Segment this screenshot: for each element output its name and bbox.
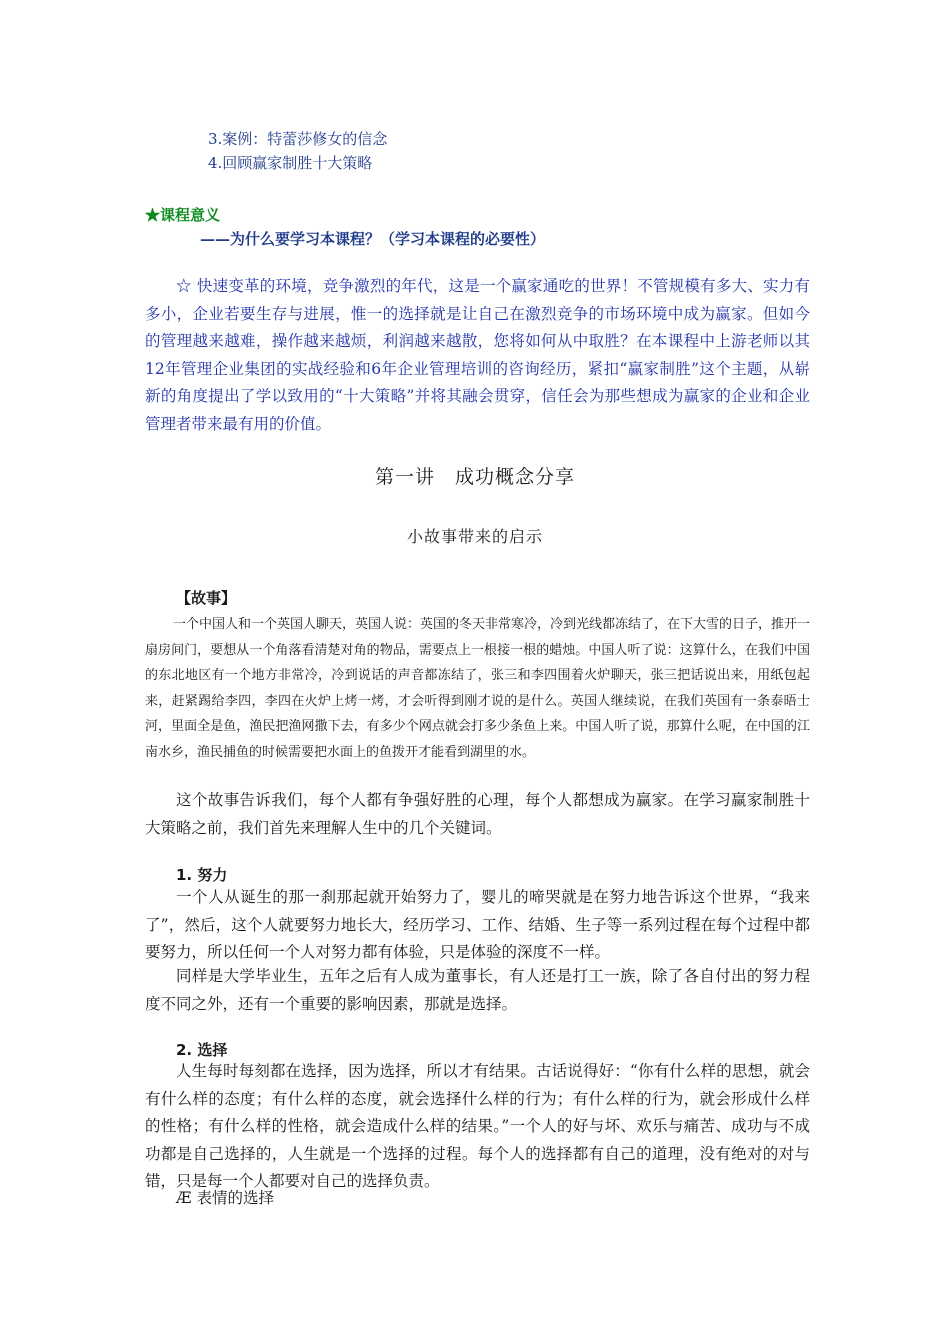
lecture-subtitle: 小故事带来的启示 — [406, 527, 543, 546]
effort-paragraph-2: 同样是大学毕业生，五年之后有人成为董事长，有人还是打工一族，除了各自付出的努力程度不同之外，还有一个重要的影响因素，那就是选择。 — [145, 967, 810, 1013]
story-moral: 这个故事告诉我们，每个人都有争强好胜的心理，每个人都想成为赢家。在学习赢家制胜十大策略之前，我们首先来理解人生中的几个关键词。 — [145, 791, 810, 837]
outline-item-3: 3.案例：特蕾莎修女的信念 — [208, 130, 388, 148]
choice-paragraph-1: 人生每时每刻都在选择，因为选择，所以才有结果。古话说得好：“你有什么样的思想，就会有什么样的态度；有什么样的态度，就会选择什么样的行为；有什么样的行为，就会形成什么样的性格；有什么样的性格，就会造成什么样的结果。”一个人的好与坏、欢乐与痛苦、成功与不成功都是自己选择的，人生就是一个选择的过程。每个人的选择都有自己的道理，没有绝对的对与错，只是每一个人都要对自己的选择负责。 — [145, 1062, 810, 1190]
story-text: 一个中国人和一个英国人聊天，英国人说：英国的冬天非常寒冷，冷到光线都冻结了，在下大雪的日子，推开一扇房间门，要想从一个角落看清楚对角的物品，需要点上一根接一根的蜡烛。中国人听了说：这算什么，在我们中国的东北地区有一个地方非常冷，冷到说话的声音都冻结了，张三和李四围着火炉聊天，张三把话说出来，用纸包起来，赶紧踢给李四，李四在火炉上烤一烤，才会听得到刚才说的是什么。英国人继续说，在我们英国有一条泰晤士河，里面全是鱼，渔民把渔网撒下去，有多少个网点就会打多少条鱼上来。中国人听了说，那算什么呢，在中国的江南水乡，渔民捕鱼的时候需要把水面上的鱼拨开才能看到湖里的水。 — [145, 617, 811, 760]
keyword-heading-choice: 2. 选择 — [176, 1041, 228, 1059]
course-significance-body: ☆ 快速变革的环境，竞争激烈的年代，这是一个赢家通吃的世界！不管规模有多大、实力有多小，企业若要生存与进展，惟一的选择就是让自己在激烈竞争的市场环境中成为赢家。但如今的管理越来越难，操作越来越烦，利润越来越散，您将如何从中取胜？在本课程中上游老师以其12年管理企业集团的实战经验和6年企业管理培训的咨询经历，紧扣“赢家制胜”这个主题，从崭新的角度提出了学以致用的“十大策略”并将其融会贯穿，信任会为那些想成为赢家的企业和企业管理者带来最有用的价值。 — [145, 277, 810, 433]
course-significance-title: ★课程意义 — [145, 206, 221, 224]
effort-paragraph-1: 一个人从诞生的那一刹那起就开始努力了，婴儿的啼哭就是在努力地告诉这个世界，“我来了”，然后，这个人就要努力地长大，经历学习、工作、结婚、生子等一系列过程在每个过程中都要努力，所以任何一个人对努力都有体验，只是体验的深度不一样。 — [145, 888, 810, 961]
keyword-heading-effort: 1. 努力 — [176, 866, 228, 884]
lecture-title: 第一讲 成功概念分享 — [374, 466, 575, 488]
outline-item-4: 4.回顾赢家制胜十大策略 — [208, 154, 373, 172]
story-label: 【故事】 — [176, 589, 237, 607]
course-significance-subtitle: ——为什么要学习本课程？（学习本课程的必要性） — [200, 230, 546, 248]
expression-choice-bullet: Æ 表情的选择 — [176, 1189, 274, 1207]
